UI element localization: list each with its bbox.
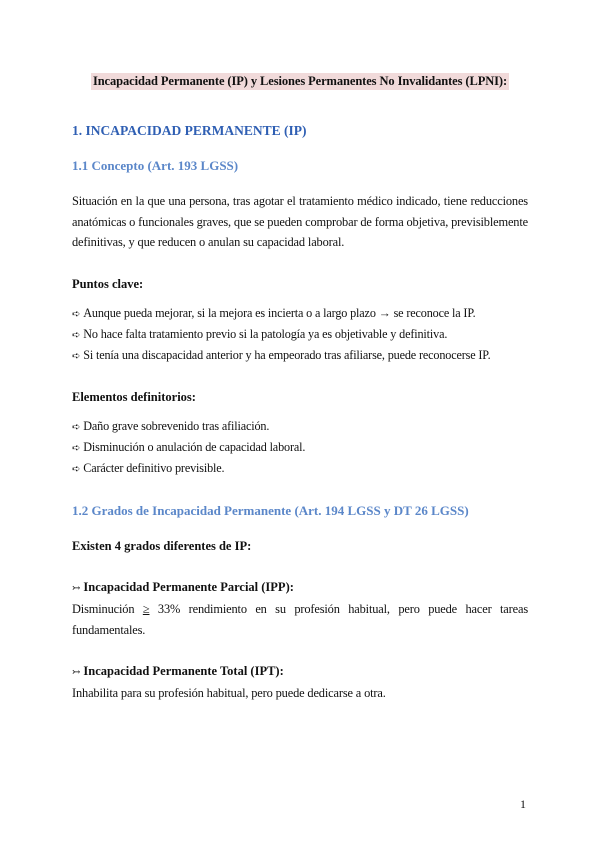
bullet-arrow-icon: ➪ [72, 443, 81, 454]
ipp-text-before: Disminución [72, 602, 143, 616]
page-number: 1 [520, 797, 526, 811]
key-points-label: Puntos clave: [72, 277, 144, 291]
bullet-arrow-icon: ➪ [72, 309, 81, 320]
ipt-heading [72, 664, 284, 679]
subsection-heading-concepto: 1.1 Concepto (Art. 193 LGSS) [72, 158, 239, 173]
key-point-text: Aunque pueda mejorar, si la mejora es incierta o a largo plazo → se reconoce la IP. [83, 306, 476, 320]
elements-label: Elementos definitorios: [72, 390, 196, 404]
ipt-label: Incapacidad Permanente Total (IPT): [83, 664, 284, 678]
key-point-text: No hace falta tratamiento previo si la patología ya es objetivable y definitiva. [83, 327, 448, 341]
bullet-arrow-icon: ➪ [72, 422, 81, 433]
ge-symbol: ≥ [142, 602, 150, 616]
bullet-arrow-icon: ➪ [72, 330, 81, 341]
arrow-icon: ↣ [72, 667, 81, 678]
ipp-text-after: 33% rendimiento en su profesión habitual, pero puede hacer tareas fundamentales. [72, 602, 528, 637]
section-heading-ip: 1. INCAPACIDAD PERMANENTE (IP) [72, 123, 307, 138]
subsection-heading-grados: 1.2 Grados de Incapacidad Permanente (Art. 194 LGSS y DT 26 LGSS) [72, 503, 469, 518]
ipp-label: Incapacidad Permanente Parcial (IPP): [83, 580, 294, 594]
ipp-heading [72, 580, 294, 595]
element-item [72, 440, 305, 455]
element-text: Disminución o anulación de capacidad laboral. [83, 440, 306, 454]
ipt-paragraph: Inhabilita para su profesión habitual, pero puede dedicarse a otra. [72, 686, 386, 700]
element-text: Daño grave sobrevenido tras afiliación. [83, 419, 270, 433]
element-item [72, 419, 269, 434]
key-point-item [72, 306, 476, 321]
element-text: Carácter definitivo previsible. [83, 461, 225, 475]
concept-paragraph: Situación en la que una persona, tras agotar el tratamiento médico indicado, tiene reducciones anatómicas o funcionales graves, que se pueden comprobar de forma objetiva, previsiblemente definitivas, y que reducen o anulan su capacidad laboral. [72, 194, 528, 250]
bullet-arrow-icon: ➪ [72, 351, 81, 362]
bullet-arrow-icon: ➪ [72, 464, 81, 475]
key-point-text: Si tenía una discapacidad anterior y ha empeorado tras afiliarse, puede reconocerse IP. [83, 348, 491, 362]
key-point-item [72, 327, 447, 342]
element-item [72, 461, 224, 476]
grades-intro: Existen 4 grados diferentes de IP: [72, 539, 252, 553]
document-title: Incapacidad Permanente (IP) y Lesiones Permanentes No Invalidantes (LPNI): [92, 74, 508, 88]
title-wrap [0, 72, 600, 90]
key-point-item [72, 348, 490, 363]
ipp-paragraph [72, 599, 528, 640]
arrow-icon: ↣ [72, 583, 81, 594]
